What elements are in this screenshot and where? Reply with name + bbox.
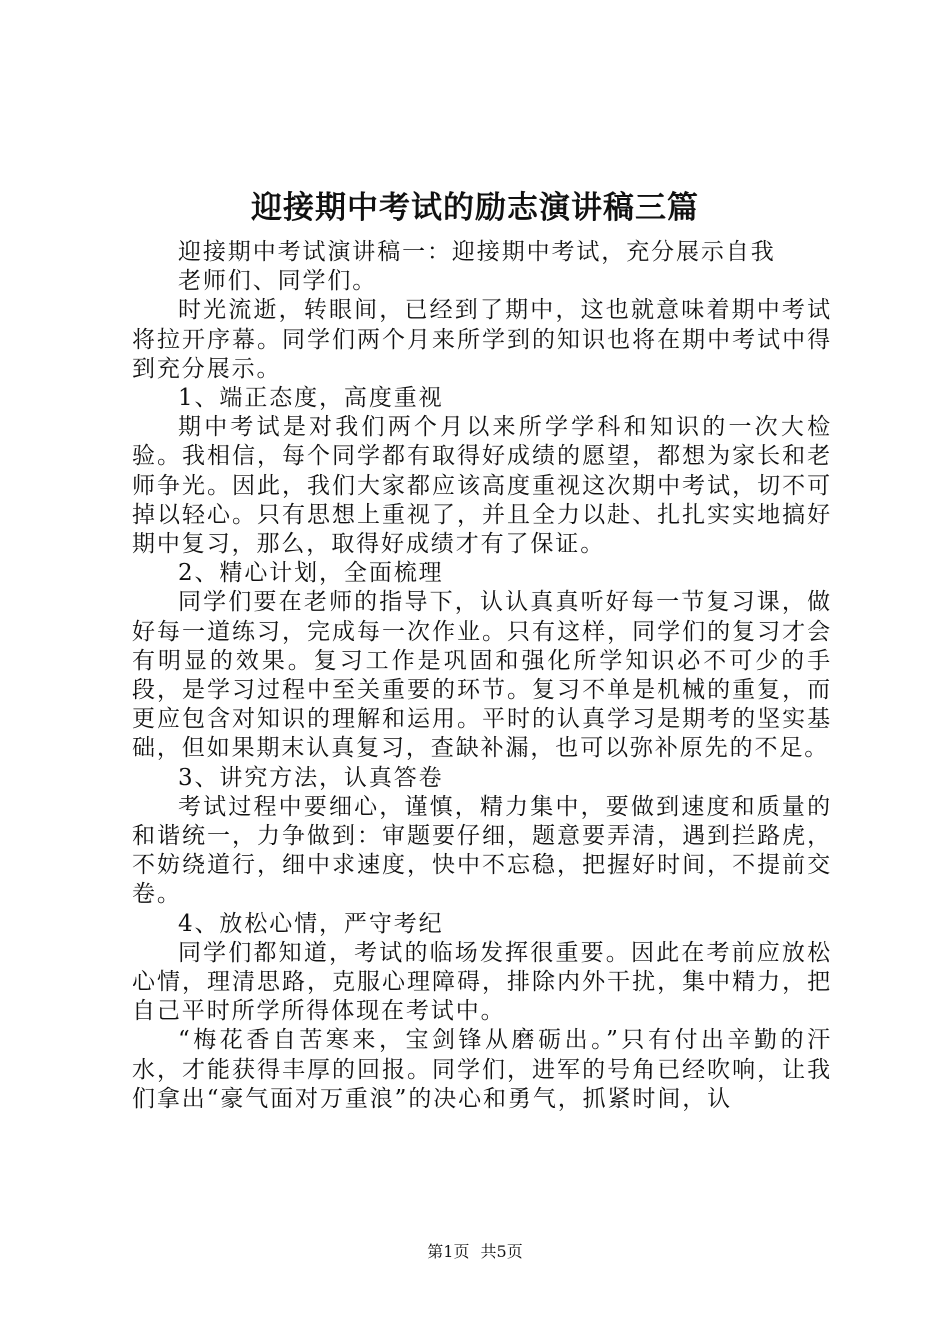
paragraph: 同学们要在老师的指导下，认认真真听好每一节复习课，做好每一道练习，完成每一次作业。只有这样，同学们的复习才会有明显的效果。复习工作是巩固和强化所学知识必不可少的手段，是学习过程中至关重要的环节。复习不单是机械的重复，而更应包含对知识的理解和运用。平时的认真学习是期考的坚实基础，但如果期末认真复习，查缺补漏，也可以弥补原先的不足。 — [132, 589, 832, 762]
page-total: 共5页 — [480, 1242, 523, 1261]
page-number: 第1页 — [427, 1242, 470, 1261]
page-footer — [0, 1242, 950, 1262]
point-heading: 4、放松心情，严守考纪 — [178, 910, 444, 937]
paragraph: “梅花香自苦寒来，宝剑锋从磨砺出。”只有付出辛勤的汗水，才能获得丰厚的回报。同学们，进军的号角已经吹响，让我们拿出“豪气面对万重浪”的决心和勇气，抓紧时间，认 — [132, 1027, 832, 1112]
point-heading: 1、端正态度，高度重视 — [178, 385, 444, 412]
document-body — [132, 238, 832, 1114]
paragraph: 同学们都知道，考试的临场发挥很重要。因此在考前应放松心情，理清思路，克服心理障碍，排除内外干扰，集中精力，把自己平时所学所得体现在考试中。 — [132, 939, 832, 1025]
point-heading: 3、讲究方法，认真答卷 — [178, 764, 444, 791]
paragraph: 时光流逝，转眼间，已经到了期中，这也就意味着期中考试将拉开序幕。同学们两个月来所学到的知识也将在期中考试中得到充分展示。 — [132, 297, 832, 382]
point-heading: 2、精心计划，全面梳理 — [178, 560, 444, 587]
document-title: 迎接期中考试的励志演讲稿三篇 — [251, 190, 699, 226]
paragraph: 期中考试是对我们两个月以来所学学科和知识的一次大检验。我相信，每个同学都有取得好成绩的愿望，都想为家长和老师争光。因此，我们大家都应该高度重视这次期中考试，切不可掉以轻心。只有思想上重视了，并且全力以赴、扎扎实实地搞好期中复习，那么，取得好成绩才有了保证。 — [132, 414, 832, 558]
paragraph: 考试过程中要细心，谨慎，精力集中，要做到速度和质量的和谐统一，力争做到：审题要仔细，题意要弄清，遇到拦路虎，不妨绕道行，细中求速度，快中不忘稳，把握好时间，不提前交卷。 — [132, 793, 832, 908]
section-heading: 迎接期中考试演讲稿一：迎接期中考试，充分展示自我 — [178, 239, 776, 265]
salutation: 老师们、同学们。 — [178, 268, 378, 295]
